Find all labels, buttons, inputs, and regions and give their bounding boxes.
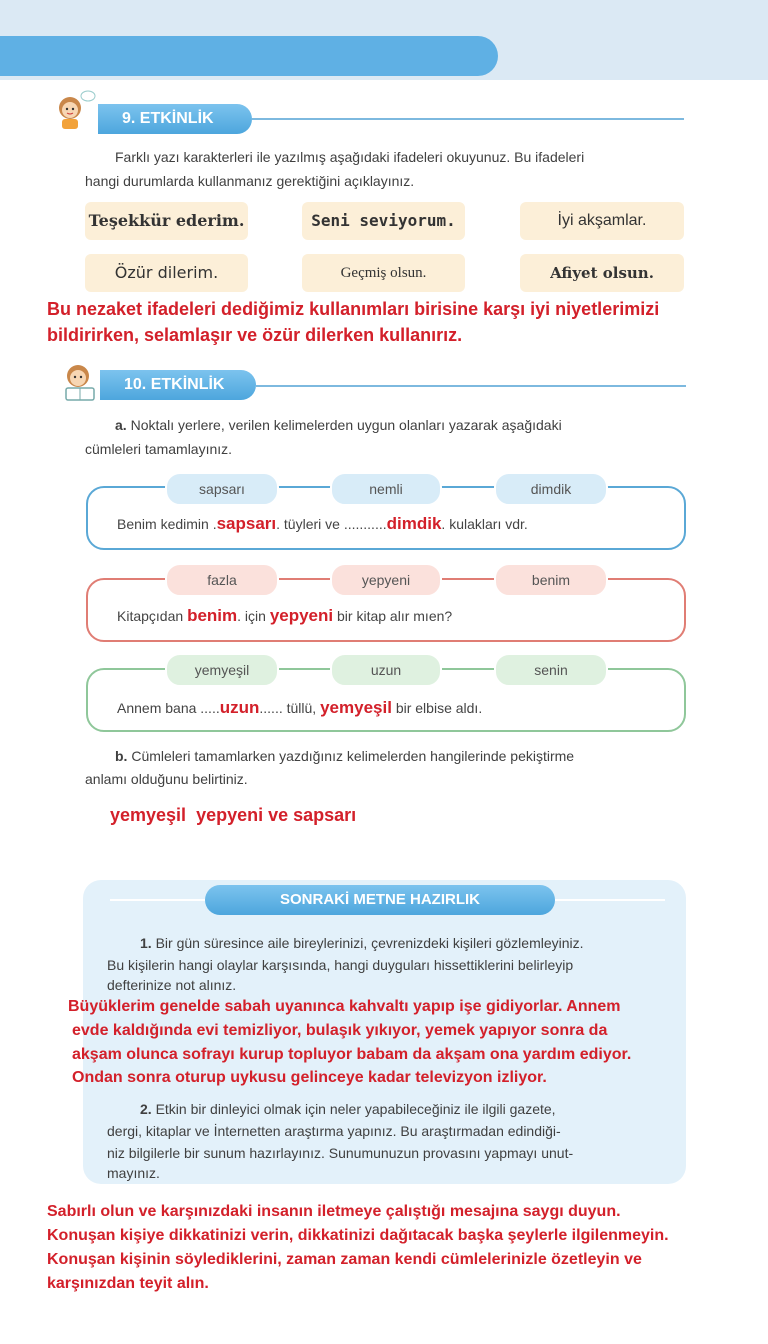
- word-tag: uzun: [330, 653, 442, 687]
- activity9-instruction-line2: hangi durumlarda kullanmanız gerektiğini açıklayınız.: [85, 173, 415, 189]
- sentence-text: Annem bana .....: [117, 700, 220, 716]
- word-tag: yemyeşil: [165, 653, 279, 687]
- filled-word: benim: [187, 606, 238, 625]
- activity9-title: 9. ETKİNLİK: [98, 104, 252, 134]
- filled-word: dimdik: [386, 514, 442, 533]
- prep-a1-line: Ondan sonra oturup uykusu gelinceye kadar televizyon izliyor.: [72, 1069, 547, 1086]
- word-tag: senin: [494, 653, 608, 687]
- activity10-a-instruction-line1: [115, 414, 562, 436]
- q1-number: 1.: [140, 935, 152, 951]
- activity10-title: 10. ETKİNLİK: [100, 370, 256, 400]
- prep-q1-line2: Bu kişilerin hangi olaylar karşısında, hangi duyguları hissettiklerini belirleyip: [107, 957, 574, 973]
- phrase-chip: Geçmiş olsun.: [302, 254, 465, 292]
- sentence-text: bir kitap alır mıen?: [333, 608, 453, 624]
- q1-text: Bir gün süresince aile bireylerinizi, çevrenizdeki kişileri gözlemleyiniz.: [155, 935, 584, 951]
- a-text: Noktalı yerlere, verilen kelimelerden uygun olanları yazarak aşağıdaki: [130, 417, 562, 433]
- prep-a1-line: akşam olunca sofrayı kurup topluyor babam da akşam ona yardım ediyor.: [72, 1046, 632, 1063]
- activity10-b-instruction-line1: [115, 745, 574, 767]
- filled-word: yepyeni: [269, 606, 334, 625]
- prep-q2-line2: dergi, kitaplar ve İnternetten araştırma yapınız. Bu araştırmadan edindiği-: [107, 1123, 561, 1139]
- sentence-text: . tüyleri ve ...........: [276, 516, 387, 532]
- phrase-chip: Teşekkür ederim.: [85, 202, 248, 240]
- sentence-2: [117, 606, 452, 626]
- prep-a2-line: Konuşan kişinin söylediklerini, zaman zaman kendi cümlelerinizle özetleyin ve: [47, 1251, 642, 1268]
- girl-mascot-icon: [52, 88, 96, 132]
- prep-q2-line1: [140, 1098, 556, 1120]
- sentence-text: bir elbise aldı.: [391, 700, 483, 716]
- a-label: a.: [115, 417, 127, 433]
- sentence-text: . için: [237, 608, 270, 624]
- prep-a1-line: evde kaldığında evi temizliyor, bulaşık yıkıyor, yemek yapıyor sonra da: [72, 1022, 608, 1039]
- sentence-text: . kulakları vdr.: [441, 516, 528, 532]
- prep-a2-line: karşınızdan teyit alın.: [47, 1275, 209, 1292]
- word-tag: nemli: [330, 472, 442, 506]
- word-tag: sapsarı: [165, 472, 279, 506]
- sentence-text: ...... tüllü,: [259, 700, 321, 716]
- activity9-answer-line1: Bu nezaket ifadeleri dediğimiz kullanımları birisine karşı iyi niyetlerimizi: [47, 299, 660, 319]
- activity10-b-answer: yemyeşil yepyeni ve sapsarı: [110, 805, 357, 825]
- prep-rule-left: [110, 899, 205, 901]
- activity9-answer-line2: bildirirken, selamlaşır ve özür dilerken kullanırız.: [47, 325, 463, 345]
- prep-q2-line4: mayınız.: [107, 1165, 160, 1181]
- q2-number: 2.: [140, 1101, 152, 1117]
- activity9-rule: [252, 118, 684, 120]
- phrase-chip: Özür dilerim.: [85, 254, 248, 292]
- filled-word: uzun: [219, 698, 260, 717]
- filled-word: yemyeşil: [320, 698, 392, 717]
- activity10-b-instruction-line2: anlamı olduğunu belirtiniz.: [85, 771, 248, 787]
- phrase-chip: Afiyet olsun.: [520, 254, 684, 292]
- word-tag: yepyeni: [330, 563, 442, 597]
- header-blue-pill: [0, 36, 498, 76]
- girl-reading-icon: [58, 360, 102, 404]
- sentence-text: Kitapçıdan: [117, 608, 188, 624]
- activity9-instruction-line1: Farklı yazı karakterleri ile yazılmış aşağıdaki ifadeleri okuyunuz. Bu ifadeleri: [115, 149, 585, 165]
- prep-title: SONRAKİ METNE HAZIRLIK: [205, 885, 555, 915]
- prep-q2-line3: niz bilgilerle bir sunum hazırlayınız. Sunumunuzun provasını yapmayı unut-: [107, 1145, 574, 1161]
- prep-a2-line: Konuşan kişiye dikkatinizi verin, dikkatinizi dağıtacak başka şeylerle ilgilenmeyin.: [47, 1227, 669, 1244]
- sentence-text: Benim kedimin .: [117, 516, 217, 532]
- phrase-chip: İyi akşamlar.: [520, 202, 684, 240]
- phrase-chip: Seni seviyorum.: [302, 202, 465, 240]
- b-label: b.: [115, 748, 128, 764]
- q2-text: Etkin bir dinleyici olmak için neler yapabileceğiniz ile ilgili gazete,: [155, 1101, 556, 1117]
- prep-a2-line: Sabırlı olun ve karşınızdaki insanın iletmeye çalıştığı mesajına saygı duyun.: [47, 1203, 621, 1220]
- sentence-3: [117, 698, 482, 718]
- activity10-a-instruction-line2: cümleleri tamamlayınız.: [85, 441, 233, 457]
- activity10-rule: [256, 385, 686, 387]
- prep-rule-right: [555, 899, 665, 901]
- word-tag: fazla: [165, 563, 279, 597]
- word-tag: dimdik: [494, 472, 608, 506]
- word-tag: benim: [494, 563, 608, 597]
- sentence-1: [117, 514, 528, 534]
- b-text: Cümleleri tamamlarken yazdığınız kelimelerden hangilerinde pekiştirme: [131, 748, 575, 764]
- prep-q1-line3: defterinize not alınız.: [107, 977, 237, 993]
- prep-q1-line1: [140, 932, 584, 954]
- prep-a1-line: Büyüklerim genelde sabah uyanınca kahvaltı yapıp işe gidiyorlar. Annem: [68, 998, 621, 1015]
- filled-word: sapsarı: [216, 514, 277, 533]
